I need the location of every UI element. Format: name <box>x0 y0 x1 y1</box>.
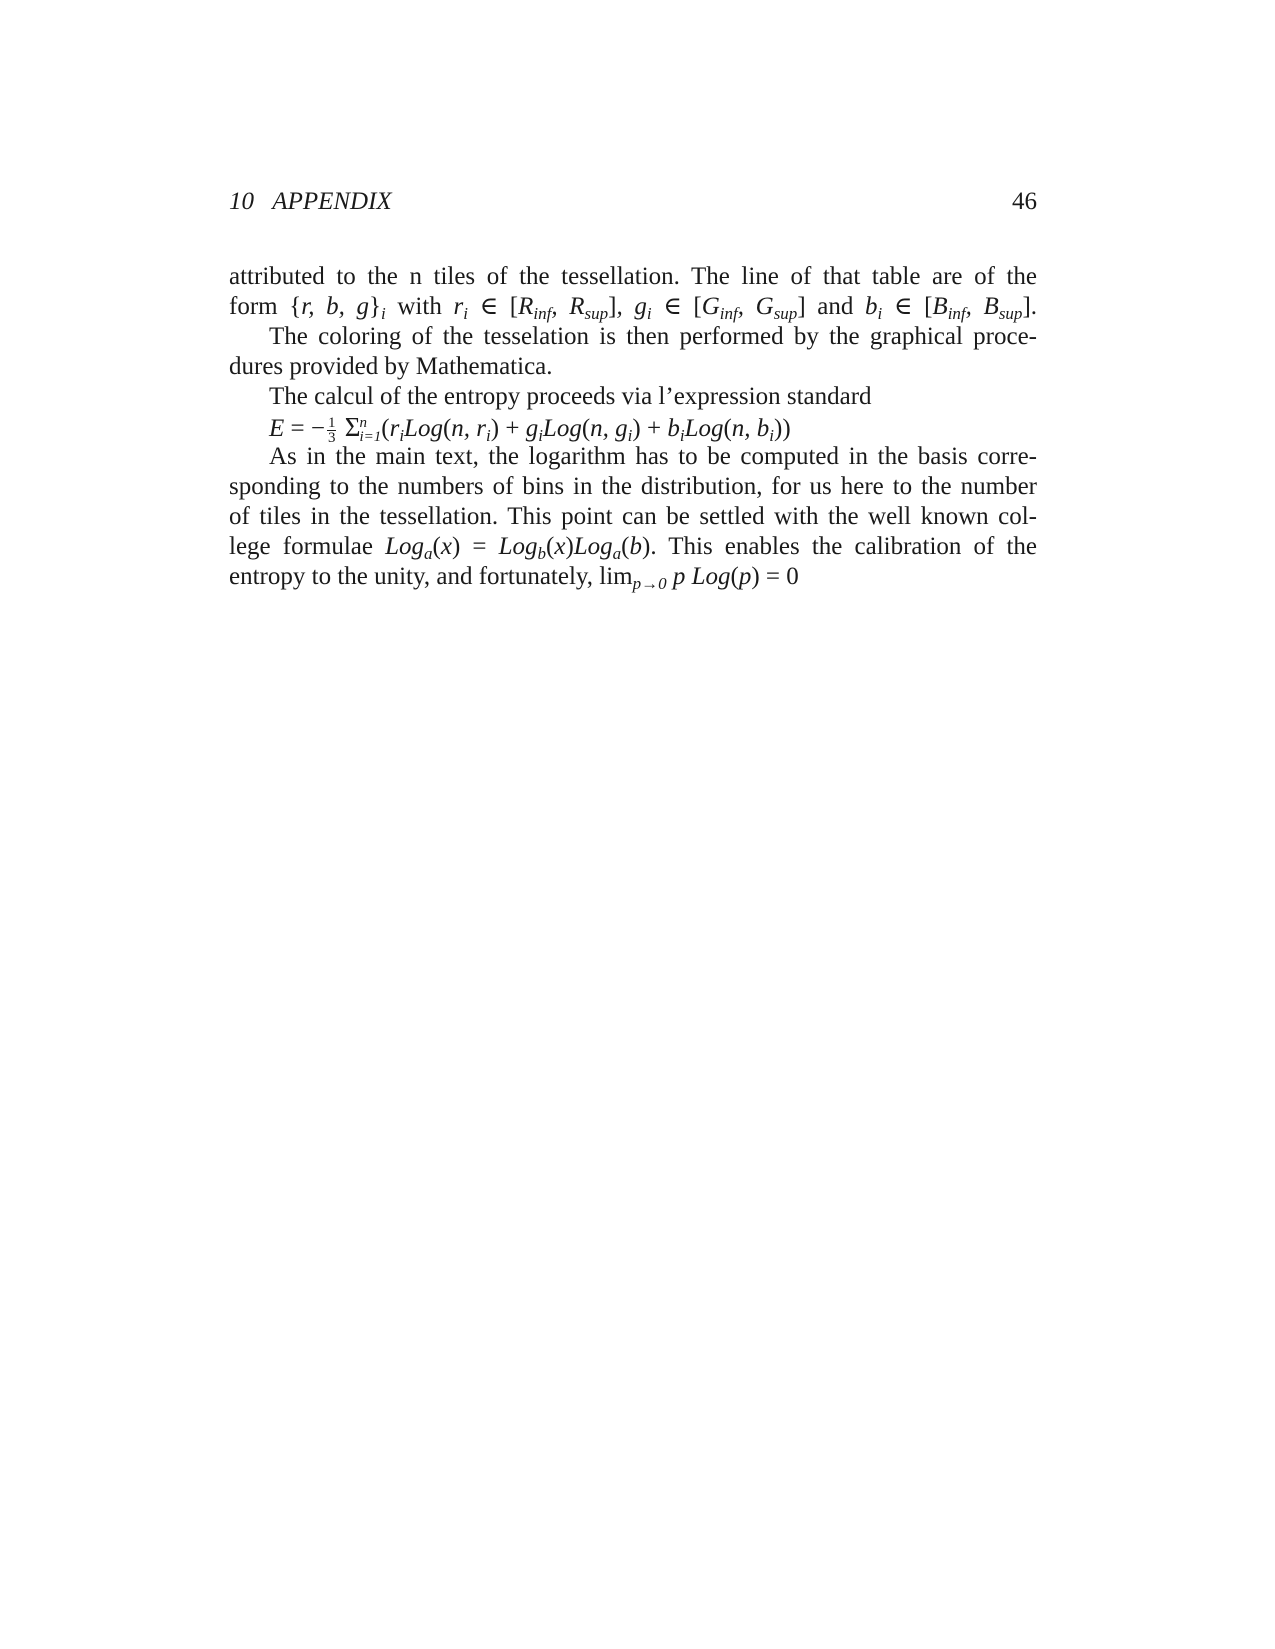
text-line-4: dures provided by Mathematica. <box>229 353 553 380</box>
summation-symbol: Σ <box>344 412 361 442</box>
text-line-3: The coloring of the tesselation is then performed by the graphical proce- <box>269 323 1037 350</box>
running-head <box>229 184 1037 220</box>
page-number: 46 <box>1012 188 1037 215</box>
text-line-11: entropy to the unity, and fortunately, $\lim_{p\to 0} p$ Log(p) = 0 <box>229 563 799 593</box>
entropy-equation: E = − $\frac{1}{3}$ Σ n i=1 ($r_iLog(n$, $r_i) + g_iLog(n$, $g_i) + b_iLog(n$, $b_i$)) <box>269 412 791 446</box>
text-line-1: attributed to the n tiles of the tessellation. The line of that table are of the <box>229 263 1037 290</box>
text-line-8: sponding to the numbers of bins in the distribution, for us here to the number <box>229 473 1037 500</box>
section-title: 10 APPENDIX <box>229 188 392 215</box>
text-line-10: lege formulae Log$_a$(x) = Log$_b$(x)Log$_a$(b). This enables the calibration of the <box>229 533 1037 563</box>
text-line-5: The calcul of the entropy proceeds via l’expression standard <box>269 383 872 410</box>
text-line-2: form {r, b, $g\}_i$ with $r_i$ ∈ [$R_{inf}$, $R_{sup}$], $g_i$ ∈ [$G_{inf}$, $G_{sup}$] and $b_i$ ∈ [$B_{inf}$, $B_{sup}$]. <box>229 293 1038 323</box>
body-text <box>229 262 1037 592</box>
text-line-7: As in the main text, the logarithm has to be computed in the basis corre- <box>269 443 1037 470</box>
fraction-one-third: $\frac{1}{3}$ <box>327 414 336 446</box>
text-line-9: of tiles in the tessellation. This point can be settled with the well known col- <box>229 503 1037 530</box>
